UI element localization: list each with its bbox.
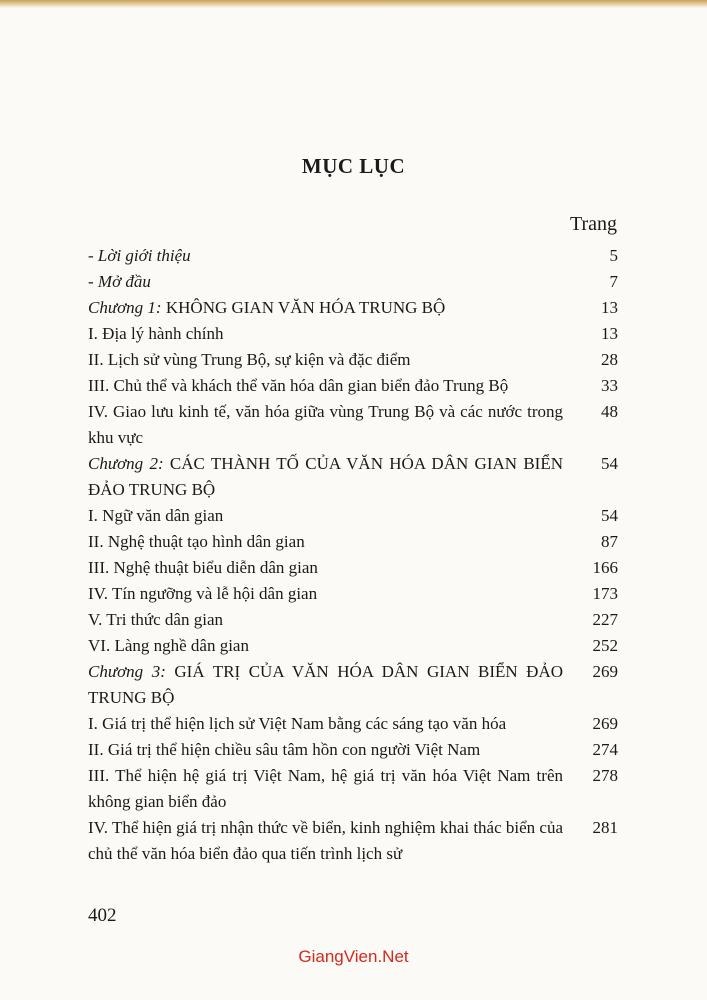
toc-entry-page: 13 — [601, 324, 618, 343]
toc-chapter-entry — [88, 295, 618, 321]
toc-entry-page: 5 — [609, 246, 618, 265]
chapter-label: Chương 1: — [88, 298, 162, 317]
toc-entry — [88, 243, 618, 269]
toc-entry-text: IV. Tín ngưỡng và lễ hội dân gian — [88, 584, 318, 603]
chapter-label: Chương 2: — [88, 454, 164, 473]
toc-entry-text: I. Địa lý hành chính — [88, 324, 224, 343]
toc-chapter-entry — [88, 659, 618, 711]
toc-entry — [88, 529, 618, 555]
toc-chapter-entry — [88, 451, 618, 503]
page-column-header: Trang — [569, 213, 617, 235]
toc-entry — [88, 373, 618, 399]
toc-entry-page: 166 — [592, 558, 618, 577]
toc-entry-page: 281 — [592, 818, 618, 837]
toc-entry — [88, 555, 618, 581]
toc-entry-page: 173 — [592, 584, 618, 603]
toc-entry-text: V. Tri thức dân gian — [88, 610, 223, 629]
page-number: 402 — [88, 905, 117, 926]
toc-entry — [88, 763, 618, 815]
chapter-title: KHÔNG GIAN VĂN HÓA TRUNG BỘ — [161, 298, 446, 317]
toc-entry-text: I. Ngữ văn dân gian — [88, 506, 224, 525]
toc-entry-text: I. Giá trị thể hiện lịch sử Việt Nam bằng các sáng tạo văn hóa — [88, 714, 507, 733]
toc-entry-page: 269 — [592, 662, 618, 681]
toc-entry-text: - Mở đầu — [88, 272, 151, 291]
toc-entry-page: 54 — [601, 454, 618, 473]
toc-entry-text: II. Lịch sử vùng Trung Bộ, sự kiện và đặc điểm — [88, 350, 411, 369]
toc-entry-page: 28 — [601, 350, 618, 369]
toc-entry-text: III. Chủ thể và khách thể văn hóa dân gian biển đảo Trung Bộ — [88, 376, 509, 395]
toc-entry-text: IV. Giao lưu kinh tế, văn hóa giữa vùng Trung Bộ và các nước trong khu vực — [88, 402, 563, 447]
toc-entry-page: 7 — [609, 272, 618, 291]
watermark: GiangVien.Net — [298, 947, 409, 966]
page-title: MỤC LỤC — [301, 154, 406, 178]
toc-entry — [88, 737, 618, 763]
chapter-title: GIÁ TRỊ CỦA VĂN HÓA DÂN GIAN BIỂN ĐẢO TRUNG BỘ — [88, 662, 563, 707]
toc-entry — [88, 269, 618, 295]
toc-entry — [88, 347, 618, 373]
toc-entry — [88, 399, 618, 451]
toc-entry-page: 252 — [592, 636, 618, 655]
chapter-label: Chương 3: — [88, 662, 166, 681]
toc-entry-page: 269 — [592, 714, 618, 733]
toc-entry-page: 13 — [601, 298, 618, 317]
toc-entry-page: 278 — [592, 766, 618, 785]
toc-entry-page: 54 — [601, 506, 618, 525]
toc-entry — [88, 581, 618, 607]
table-of-contents — [88, 243, 618, 867]
toc-entry-text: IV. Thể hiện giá trị nhận thức về biển, kinh nghiệm khai thác biển của chủ thể văn hóa biển đảo qua tiến trình lịch sử — [88, 818, 564, 863]
toc-entry-text: III. Nghệ thuật biểu diễn dân gian — [88, 558, 318, 577]
page-top-edge — [0, 0, 707, 8]
toc-entry-text: VI. Làng nghề dân gian — [88, 636, 249, 655]
toc-entry-page: 274 — [592, 740, 618, 759]
toc-entry — [88, 633, 618, 659]
toc-entry-page: 48 — [601, 402, 618, 421]
toc-entry-page: 87 — [601, 532, 618, 551]
toc-entry — [88, 503, 618, 529]
toc-entry — [88, 321, 618, 347]
toc-entry-page: 33 — [601, 376, 618, 395]
toc-entry-page: 227 — [592, 610, 618, 629]
toc-entry-text: II. Nghệ thuật tạo hình dân gian — [88, 532, 305, 551]
toc-entry — [88, 607, 618, 633]
toc-entry-text: - Lời giới thiệu — [88, 246, 191, 265]
toc-entry-text: II. Giá trị thể hiện chiều sâu tâm hồn con người Việt Nam — [88, 740, 481, 759]
toc-entry — [88, 815, 618, 867]
chapter-title: CÁC THÀNH TỐ CỦA VĂN HÓA DÂN GIAN BIỂN ĐẢO TRUNG BỘ — [88, 454, 563, 499]
toc-entry — [88, 711, 618, 737]
toc-entry-text: III. Thể hiện hệ giá trị Việt Nam, hệ giá trị văn hóa Việt Nam trên không gian biển đảo — [88, 766, 563, 811]
